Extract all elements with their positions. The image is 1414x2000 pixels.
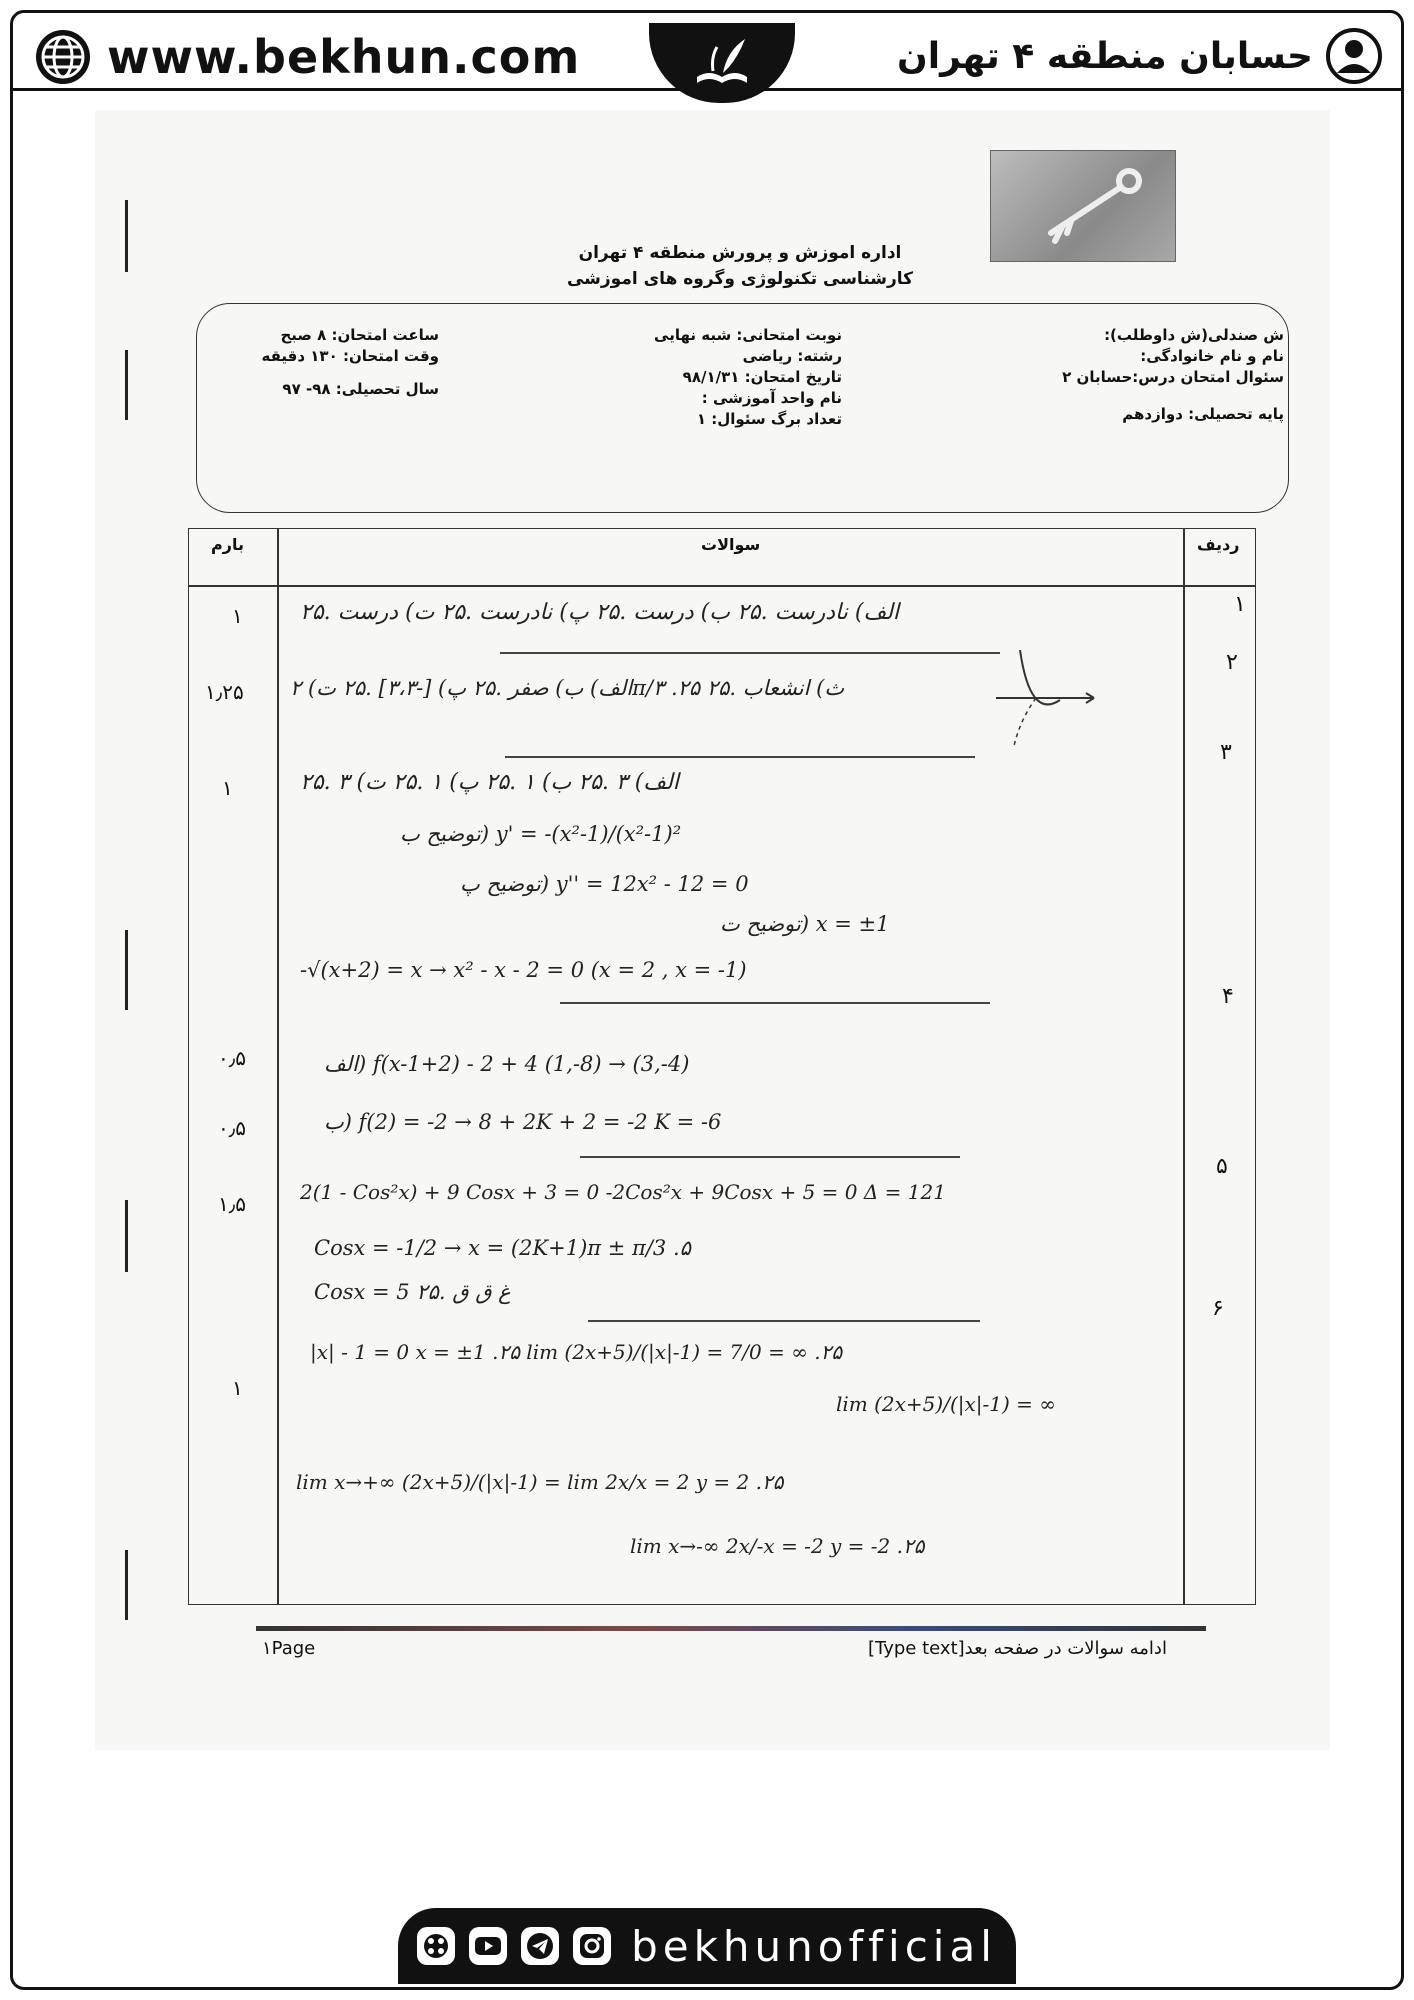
- col-header-questions: سوالات: [701, 535, 761, 554]
- score-value: ۱: [232, 1376, 243, 1400]
- answer-q6-c: lim x→+∞ (2x+5)/(|x|-1) = lim 2x/x = 2 y = 2 .۲۵: [296, 1470, 784, 1494]
- margin-mark: [125, 200, 128, 272]
- answer-q6-d: lim x→-∞ 2x/-x = -2 y = -2 .۲۵: [630, 1534, 925, 1558]
- org-line-1: اداره اموزش و پرورش منطقه ۴ تهران: [578, 243, 902, 263]
- continue-note: ادامه سوالات در صفحه بعد[Type text]: [868, 1638, 1167, 1659]
- grade-label: پایه تحصیلی: دوازدهم: [1122, 405, 1284, 423]
- telegram-icon[interactable]: [521, 1927, 559, 1965]
- col-divider: [277, 529, 279, 1604]
- score-value: ۰٫۵: [218, 1046, 246, 1070]
- col-header-score: بارم: [211, 535, 244, 554]
- row-number: ۵: [1216, 1154, 1228, 1179]
- margin-mark: [125, 350, 128, 420]
- answer-separator: [580, 1156, 960, 1158]
- row-number: ۶: [1212, 1296, 1224, 1321]
- answer-q4-b: ب) f(2) = -2 → 8 + 2K + 2 = -2 K = -6: [324, 1110, 722, 1134]
- answer-separator: [500, 652, 1000, 654]
- page-number: ۱Page: [262, 1638, 316, 1659]
- answer-q5-a: 2(1 - Cos²x) + 9 Cosx + 3 = 0 -2Cos²x + 9Cosx + 5 = 0 Δ = 121: [300, 1180, 946, 1204]
- answer-q6-b: lim (2x+5)/(|x|-1) = ∞: [836, 1392, 1056, 1416]
- youtube-icon[interactable]: [469, 1927, 507, 1965]
- user-icon: [1325, 27, 1383, 85]
- answer-q4-a: الف) f(x-1+2) - 2 + 4 (1,-8) → (3,-4): [324, 1052, 690, 1076]
- margin-mark: [125, 1200, 128, 1272]
- exam-time-label: ساعت امتحان: ۸ صبح: [280, 326, 439, 344]
- exam-round-label: نوبت امتحانی: شبه نهایی: [654, 326, 842, 344]
- info-middle-column: [654, 325, 842, 430]
- col-header-row: ردیف: [1197, 535, 1240, 554]
- social-handle[interactable]: bekhunofficial: [631, 1921, 997, 1971]
- key-image: [990, 150, 1176, 262]
- social-bar[interactable]: [398, 1908, 1016, 1984]
- instagram-icon[interactable]: [573, 1927, 611, 1965]
- footer-rule: [256, 1626, 1206, 1631]
- score-value: ۱: [222, 776, 233, 800]
- score-value: ۱: [232, 604, 243, 628]
- page-title: [897, 27, 1383, 85]
- exam-date-label: تاریخ امتحان: ۹۸/۱/۳۱: [682, 368, 842, 386]
- page-count-label: تعداد برگ سئوال: ۱: [696, 410, 842, 428]
- exam-duration-label: وقت امتحان: ۱۳۰ دقیقه: [261, 347, 439, 365]
- org-heading: [560, 240, 920, 292]
- answer-q6-a: |x| - 1 = 0 x = ±1 .۲۵ lim (2x+5)/(|x|-1) = 7/0 = ∞ .۲۵: [310, 1340, 843, 1364]
- info-left-column: [262, 325, 440, 400]
- row-number: ۲: [1226, 650, 1238, 675]
- globe-icon: [33, 27, 93, 87]
- site-url[interactable]: www.bekhun.com: [107, 30, 581, 84]
- school-year-label: سال تحصیلی: ۹۸- ۹۷: [282, 380, 439, 398]
- answer-q3-b: توضیح ب) y' = -(x²-1)/(x²-1)²: [400, 822, 682, 846]
- margin-mark: [125, 1550, 128, 1620]
- seat-number-label: ش صندلی(ش داوطلب):: [1104, 326, 1284, 344]
- info-right-column: [1062, 325, 1284, 425]
- answer-q1: الف) نادرست .۲۵ ب) درست .۲۵ پ) نادرست .۲۵ ت) درست .۲۵: [300, 600, 900, 625]
- school-label: نام واحد آموزشی :: [701, 389, 842, 407]
- org-line-2: کارشناسی تکنولوژی وگروه های اموزشی: [566, 269, 914, 289]
- score-value: ۰٫۵: [218, 1116, 246, 1140]
- answer-q4-pre: -√(x+2) = x → x² - x - 2 = 0 (x = 2 , x = -1): [300, 958, 747, 982]
- answer-q5-c: Cosx = 5 غ ق ق .۲۵: [314, 1280, 511, 1304]
- margin-mark: [125, 930, 128, 1010]
- header-divider: [189, 585, 1255, 587]
- row-number: ۳: [1220, 740, 1232, 765]
- answer-q3-c: توضیح پ) y'' = 12x² - 12 = 0: [460, 872, 749, 896]
- answer-separator: [560, 1002, 990, 1004]
- row-number: ۱: [1234, 592, 1246, 617]
- function-sketch: [990, 650, 1110, 750]
- answer-separator: [588, 1320, 980, 1322]
- page-title-text: حسابان منطقه ۴ تهران: [897, 35, 1313, 77]
- answer-q2: الف) ب) صفر .۲۵ پ) [-۳،۳] .۲۵ ت) ۲π/۳ .۲۵ ث) انشعاب .۲۵: [290, 676, 845, 700]
- site-link[interactable]: [33, 27, 580, 87]
- quill-book-icon: [687, 33, 757, 93]
- score-value: ۱٫۲۵: [205, 680, 244, 704]
- full-name-label: نام و نام خانوادگی:: [1140, 347, 1284, 365]
- score-value: ۱٫۵: [218, 1192, 246, 1216]
- answer-q3-d: توضیح ت) x = ±1: [720, 912, 890, 936]
- row-number: ۴: [1222, 984, 1234, 1009]
- field-label: رشته: ریاضی: [742, 347, 842, 365]
- answer-q3-a: الف) ۳ .۲۵ ب) ۱ .۲۵ پ) ۱ .۲۵ ت) ۳ .۲۵: [300, 770, 679, 795]
- header-bar: [13, 13, 1401, 91]
- course-label: سئوال امتحان درس:حسابان ۲: [1062, 368, 1284, 386]
- answer-q5-b: Cosx = -1/2 → x = (2K+1)π ± π/3 .۵: [314, 1236, 691, 1260]
- key-icon: [991, 151, 1177, 263]
- answer-separator: [505, 756, 975, 758]
- col-divider: [1183, 529, 1185, 1604]
- aparat-icon[interactable]: [417, 1927, 455, 1965]
